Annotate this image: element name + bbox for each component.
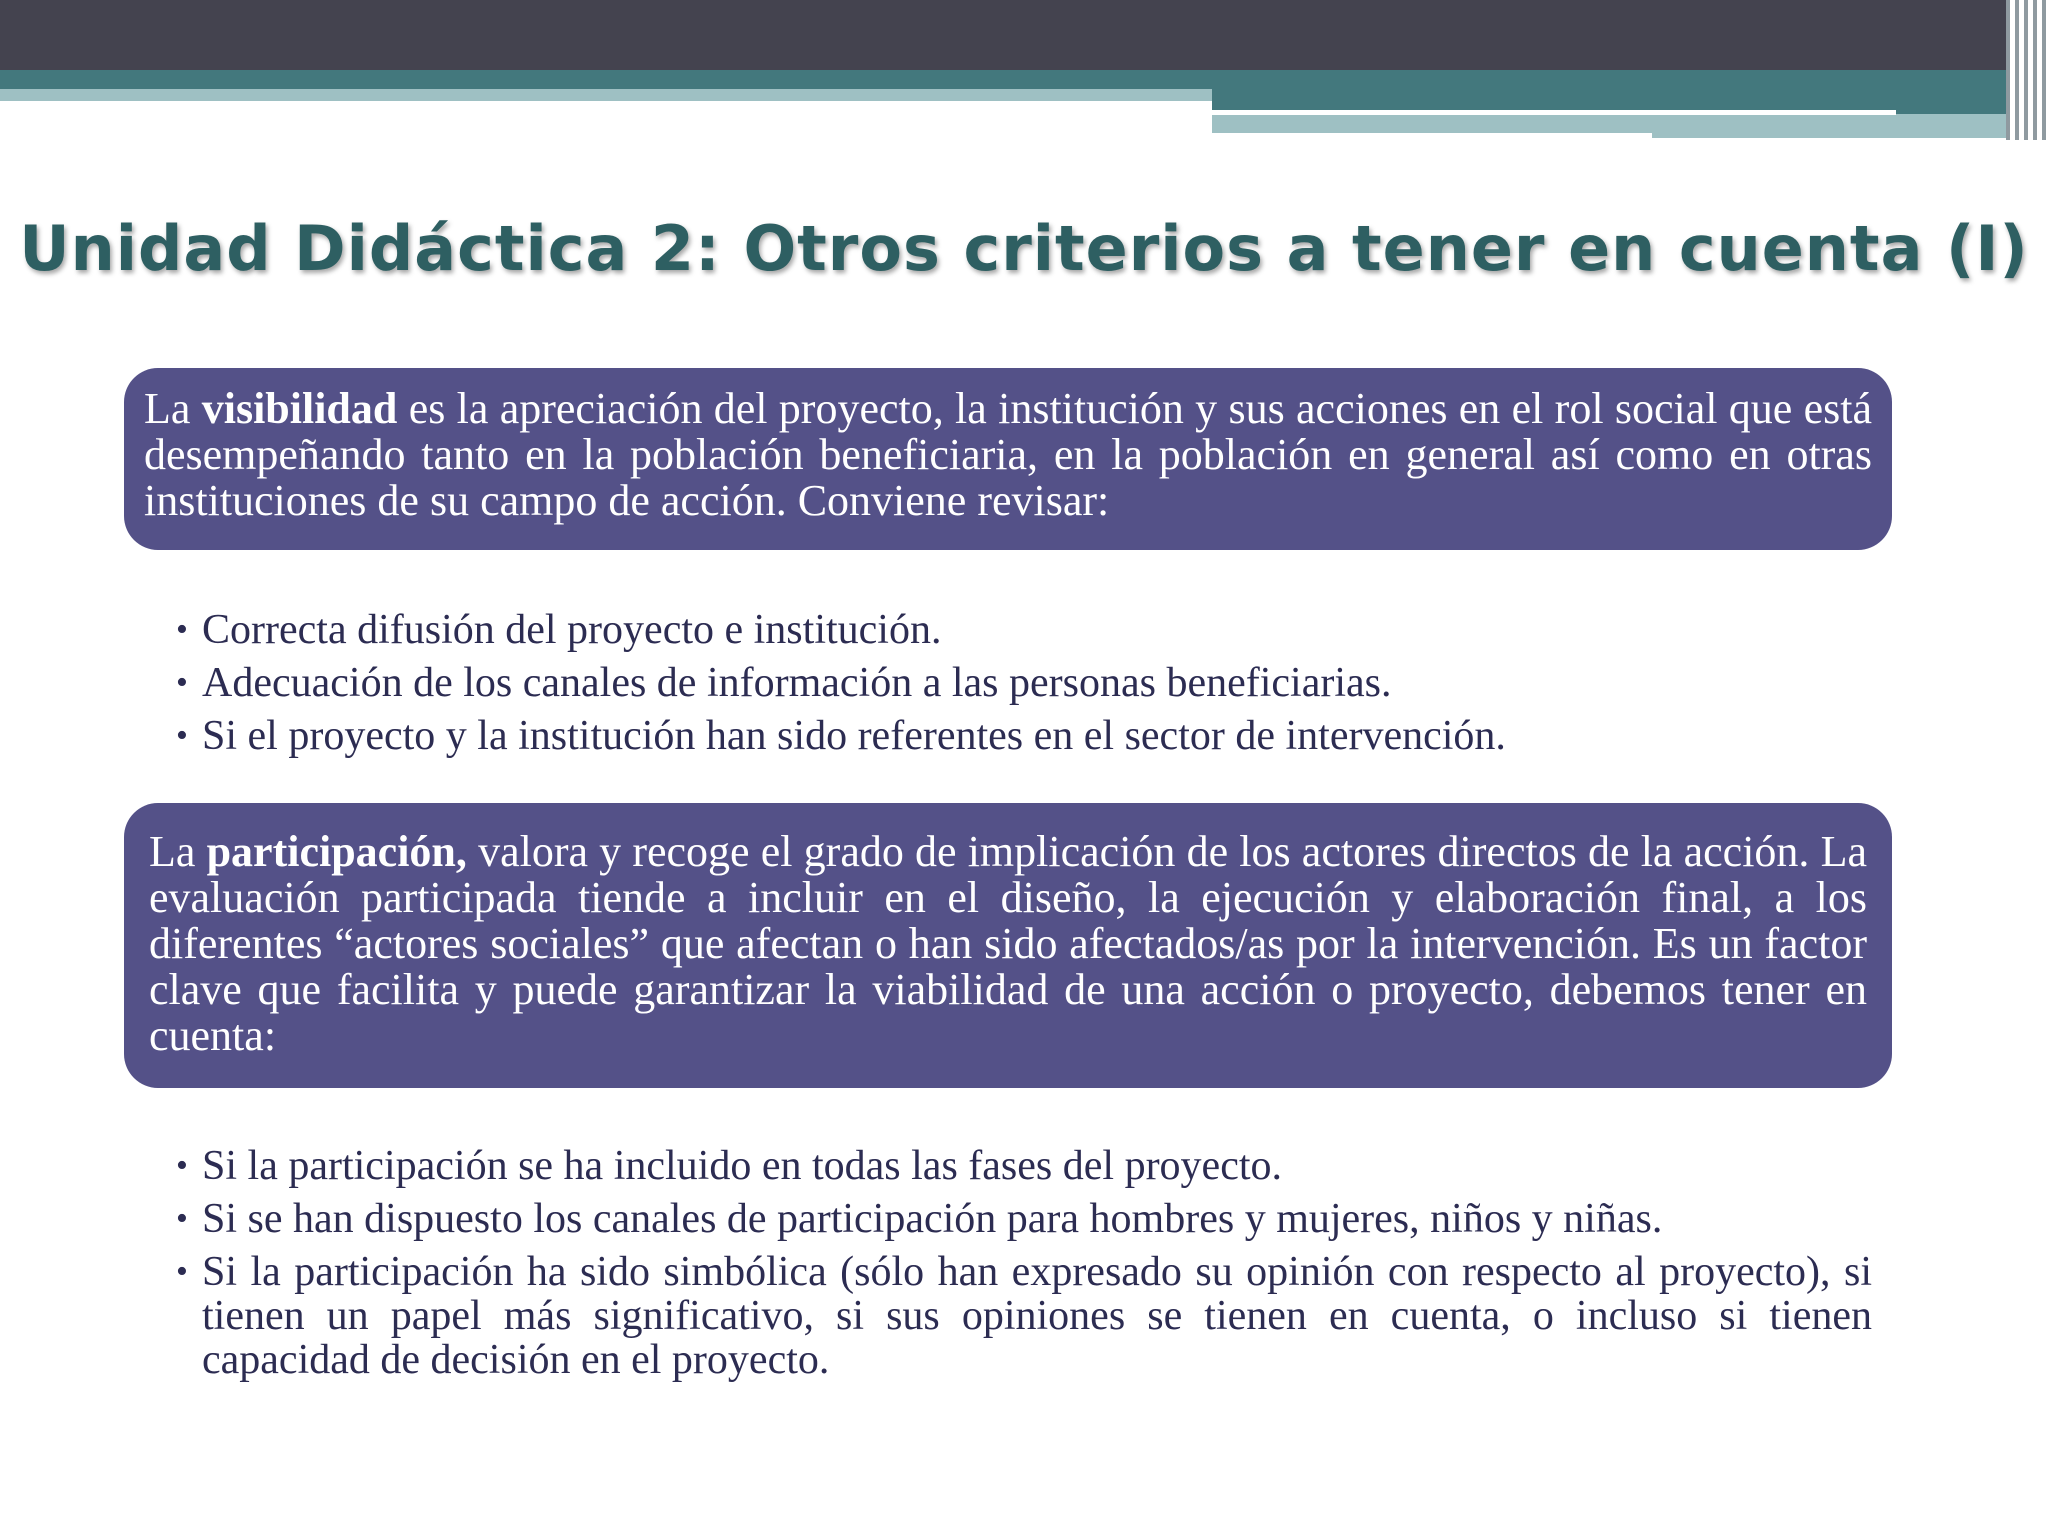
decor-line <box>1212 133 1652 138</box>
decor-stripes <box>2006 0 2048 140</box>
participacion-box <box>124 803 1892 1088</box>
list-item: • Si la participación ha sido simbólica (sólo han expresado su opinión con respecto al proyecto), si tienen un papel más significativo, si sus opiniones se tienen en cuenta, o incluso si tienen capacidad de decisión en el proyecto. <box>176 1250 1872 1382</box>
light-decor-band <box>0 89 1212 101</box>
list-item: • Si la participación se ha incluido en todas las fases del proyecto. <box>176 1144 1872 1188</box>
participacion-bullet-list <box>176 1144 1872 1391</box>
participacion-prefix: La <box>149 827 207 876</box>
visibilidad-prefix: La <box>144 384 202 433</box>
list-item: • Correcta difusión del proyecto e institución. <box>176 608 1872 652</box>
top-decor-bar <box>0 0 2048 70</box>
participacion-text: valora y recoge el grado de implicación de los actores directos de la acción. La evaluación participada tiende a incluir en el diseño, la ejecución y elaboración final, a los diferentes “actores sociales” que afectan o han sido afectados/as por la intervención. Es un factor clave que facilita y puede garantizar la viabilidad de una acción o proyecto, debemos tener en cuenta: <box>149 827 1867 1060</box>
list-item: • Si el proyecto y la institución han sido referentes en el sector de intervención. <box>176 714 1872 758</box>
teal-decor-band-right <box>1212 70 2006 114</box>
visibilidad-term: visibilidad <box>201 384 398 433</box>
slide-title: Unidad Didáctica 2: Otros criterios a tener en cuenta (I) <box>19 212 2029 285</box>
list-item: • Adecuación de los canales de información a las personas beneficiarias. <box>176 661 1872 705</box>
visibilidad-bullet-list <box>176 608 1872 767</box>
decor-line <box>1212 110 1896 115</box>
list-item: • Si se han dispuesto los canales de participación para hombres y mujeres, niños y niñas. <box>176 1197 1872 1241</box>
participacion-term: participación, <box>206 827 467 876</box>
visibilidad-box <box>124 368 1892 550</box>
teal-decor-band <box>0 70 1212 89</box>
visibilidad-text: es la apreciación del proyecto, la institución y sus acciones en el rol social que está desempeñando tanto en la población beneficiaria, en la población en general así como en otras instituciones de su campo de acción. Conviene revisar: <box>144 384 1873 525</box>
